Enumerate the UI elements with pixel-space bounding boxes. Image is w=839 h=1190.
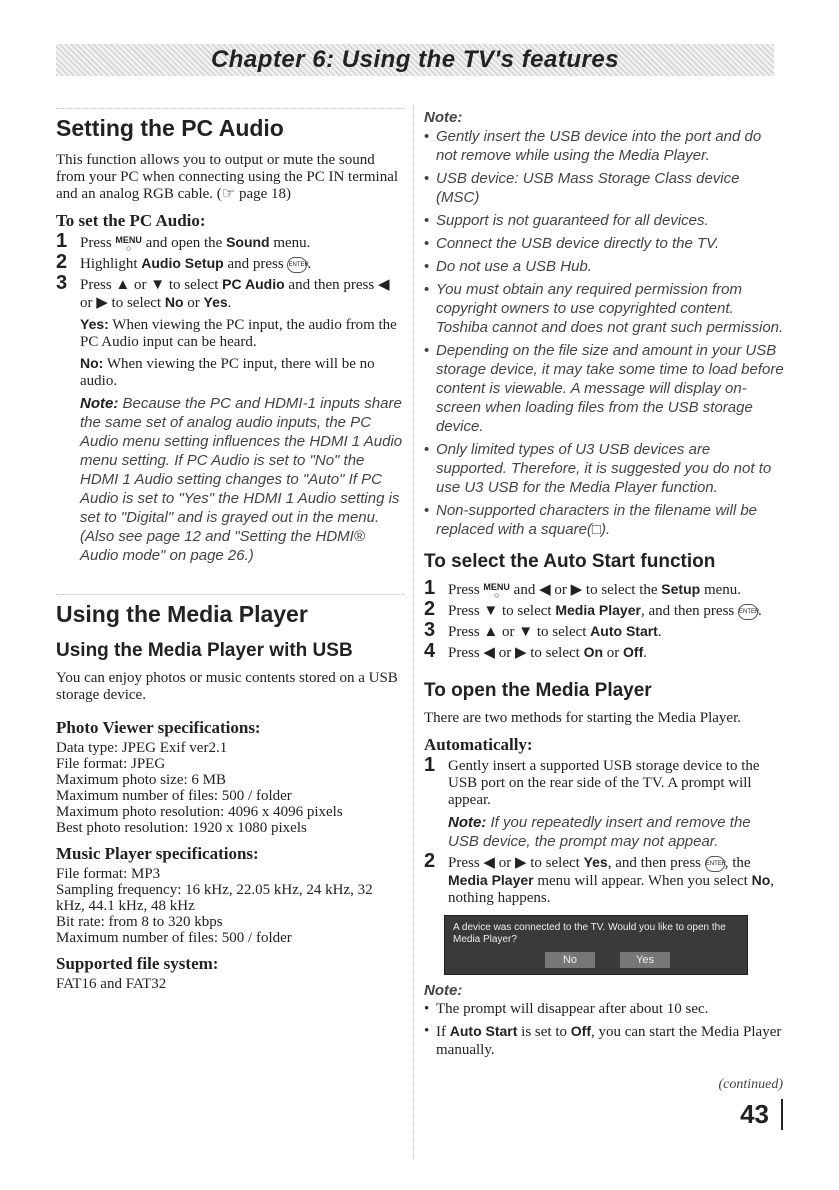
auto-start-step-2: 2 Press ▼ to select Media Player, and then press ENTER. [424, 598, 762, 620]
photo-specs: Data type: JPEG Exif ver2.1 File format: JPEG Maximum photo size: 6 MB Maximum number of files: 500 / folder Maximum photo resolution: 4096 x 4096 pixels Best photo resolution: 1920 x 1080 pixels [56, 740, 343, 836]
pc-audio-subhead: To set the PC Audio: [56, 211, 206, 230]
no-explanation: No: When viewing the PC input, there will be no audio. [80, 355, 375, 389]
open-player-note: Note: If you repeatedly insert and remove the USB device, the prompt may not appear. [448, 814, 751, 850]
media-player-prompt-dialog [444, 915, 748, 975]
usb-subtitle: Using the Media Player with USB [56, 640, 353, 661]
pc-audio-intro: This function allows you to output or mute the sound from your PC when connecting using the PC IN terminal and an analog RGB cable. (☞ page 18) [56, 152, 399, 202]
note2-list [424, 1000, 784, 1059]
section-rule [56, 108, 404, 109]
list-item: • Depending on the file size and amount in your USB storage device, it may take some time to load before content is viewable. A message will display on-screen when loading files from the USB storage device. [424, 341, 784, 436]
list-item: • Support is not guaranteed for all devices. [424, 211, 784, 230]
list-item: • Do not use a USB Hub. [424, 257, 784, 276]
chapter-banner [56, 44, 774, 76]
open-player-step-1: 1 Gently insert a supported USB storage device to the USB port on the rear side of the TV. A prompt will appear. Note: If you repeatedly insert and remove the USB device, the prompt may not appear. [424, 758, 784, 851]
menu-button-icon: MENU ○ [483, 581, 510, 600]
list-item: • If Auto Start is set to Off, you can start the Media Player manually. [424, 1022, 784, 1059]
media-player-title: Using the Media Player [56, 601, 308, 627]
enter-button-icon: ENTER [287, 257, 307, 273]
section-rule [56, 594, 404, 595]
open-player-title: To open the Media Player [424, 680, 652, 701]
list-item: • Non-supported characters in the filename will be replaced with a square(□). [424, 501, 784, 539]
pc-audio-note: Note: Because the PC and HDMI-1 inputs share the same set of analog audio inputs, the PC Audio menu setting influences the HDMI 1 Audio menu setting. If PC Audio is set to "No" the HDMI 1 Audio setting changes to "Auto" If PC Audio is set to "Yes" the HDMI 1 Audio setting is set to "Digital" and is grayed out in the menu. (Also see page 12 and "Setting the HDMI® Audio mode" on page 26.) [80, 395, 403, 564]
dialog-no-button[interactable]: No [545, 952, 595, 968]
list-item: • USB device: USB Mass Storage Class device (MSC) [424, 169, 784, 207]
auto-start-title: To select the Auto Start function [424, 551, 716, 572]
enter-button-icon: ENTER [705, 856, 725, 872]
music-specs-heading: Music Player specifications: [56, 844, 259, 863]
chapter-title: Chapter 6: Using the TV's features [210, 46, 620, 73]
usb-intro: You can enjoy photos or music contents stored on a USB storage device. [56, 670, 398, 703]
list-item: • Connect the USB device directly to the TV. [424, 234, 784, 253]
pc-audio-step-1: 1 Press MENU ○ and open the Sound menu. [56, 230, 311, 253]
page-footer [718, 1077, 783, 1130]
left-column [56, 108, 404, 992]
list-item: • Gently insert the USB device into the port and do not remove while using the Media Player. [424, 127, 784, 165]
note2-label: Note: [424, 982, 463, 999]
usb-note-label: Note: [424, 109, 463, 126]
dialog-message: A device was connected to the TV. Would you like to open the Media Player? [453, 922, 726, 945]
file-system-text: FAT16 and FAT32 [56, 976, 167, 992]
column-divider [413, 105, 414, 1160]
pc-audio-step-3: 3 Press ▲ or ▼ to select PC Audio and then press ◀ or ▶ to select No or Yes. Yes: When viewing the PC input, the audio from the PC Audio input can be heard. No: When viewing the PC input, there will be no audio. Note: Because the PC and HDMI-1 inputs share the same set of analog audio inputs, the PC Audio menu setting influences the HDMI 1 Audio menu setting. If PC Audio is set to "No" the HDMI 1 Audio setting changes to "Auto" If PC Audio is set to "Yes" the HDMI 1 Audio setting is set to "Digital" and is grayed out in the menu. (Also see page 12 and "Setting the HDMI® Audio mode" on page 26.) [56, 272, 403, 564]
photo-specs-heading: Photo Viewer specifications: [56, 718, 261, 737]
menu-button-icon: MENU ○ [115, 234, 142, 253]
auto-start-step-1: 1 Press MENU ○ and ◀ or ▶ to select the Setup menu. [424, 577, 742, 600]
dialog-yes-button[interactable]: Yes [620, 952, 670, 968]
right-column [424, 108, 784, 1063]
usb-notes-list [424, 127, 784, 539]
list-item: • Only limited types of U3 USB devices are supported. Therefore, it is suggested you do not to use U3 USB for the Media Player function. [424, 440, 784, 497]
music-specs: File format: MP3 Sampling frequency: 16 kHz, 22.05 kHz, 24 kHz, 32 kHz, 44.1 kHz, 48 kHz Bit rate: from 8 to 320 kbps Maximum number of files: 500 / folder [56, 866, 373, 946]
auto-start-step-3: 3 Press ▲ or ▼ to select Auto Start. [424, 619, 662, 641]
list-item: • The prompt will disappear after about 10 sec. [424, 1000, 784, 1018]
yes-explanation: Yes: When viewing the PC input, the audio from the PC Audio input can be heard. [80, 316, 397, 350]
open-player-intro: There are two methods for starting the Media Player. [424, 710, 741, 726]
pc-audio-step-2: 2 Highlight Audio Setup and press ENTER. [56, 251, 312, 273]
open-player-step-2: 2 Press ◀ or ▶ to select Yes, and then press ENTER, the Media Player menu will appear. When you select No, nothing happens. [424, 850, 775, 906]
page-number: 43 [740, 1099, 783, 1130]
list-item: • You must obtain any required permission from copyright owners to use copyrighted content. Toshiba cannot and does not grant such permission. [424, 280, 784, 337]
enter-button-icon: ENTER [738, 604, 758, 620]
auto-start-step-4: 4 Press ◀ or ▶ to select On or Off. [424, 640, 647, 662]
file-system-heading: Supported file system: [56, 954, 219, 973]
automatically-heading: Automatically: [424, 735, 533, 754]
continued-label: (continued) [718, 1077, 783, 1092]
pc-audio-title: Setting the PC Audio [56, 115, 284, 141]
